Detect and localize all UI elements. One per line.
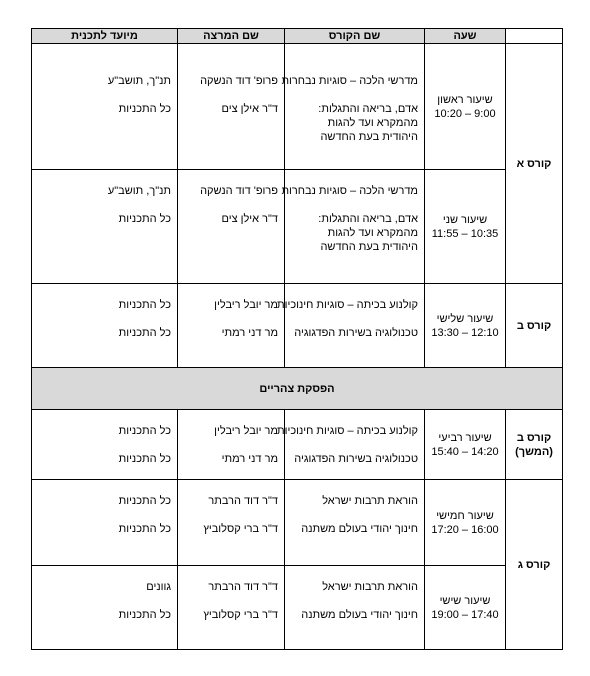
session-name: שיעור שישי [439,594,491,607]
lecturer-name: פרופ' דוד הנשקה [200,185,278,197]
track-label-b: קורס ב [506,284,563,368]
program-cell [32,44,178,170]
course-cell [281,44,425,170]
program-name: כל התכניות [118,425,171,437]
session-name: שיעור שלישי [436,312,494,325]
header-course: שם הקורס [285,29,425,44]
course-name: מדרשי הלכה – סוגיות נבחרות [281,75,418,87]
course-name: טכנולוגיה בשירות הפדגוגיה [294,327,418,339]
course-cell [281,170,425,284]
session-name: שיעור שני [442,213,488,226]
table-row [32,480,563,566]
course-name: אדם, בריאה והתגלות: מהמקרא ועד להגות היהודית בעת החדשה [318,103,418,143]
session-time: 10:35 – 11:55 [431,227,499,240]
program-cell [32,480,178,566]
track-label-a: קורס א [506,44,563,284]
lecturer-name: פרופ' דוד הנשקה [200,75,278,87]
break-row [32,368,563,410]
table-row [32,566,563,650]
lecturer-name: ד"ר אילן צים [221,213,278,225]
session-name: שיעור ראשון [437,93,493,106]
program-cell [32,566,178,650]
lecturer-cell [178,44,285,170]
course-name: קולנוע בכיתה – סוגיות חינוכיות [277,425,418,437]
session-name: שיעור רביעי [438,431,492,444]
program-cell [32,410,178,480]
program-name: כל התכניות [118,299,171,311]
course-name: קולנוע בכיתה – סוגיות חינוכיות [277,299,418,311]
table-row [32,170,563,284]
lunch-break: הפסקת צהריים [32,368,563,410]
session-time: 12:10 – 13:30 [431,326,499,339]
course-cell [285,480,425,566]
course-name: מדרשי הלכה – סוגיות נבחרות [281,185,418,197]
lecturer-cell [178,566,285,650]
lecturer-cell [178,170,285,284]
course-name: חינוך יהודי בעולם משתנה [301,609,418,621]
lecturer-cell [178,284,285,368]
session-time: 17:40 – 19:00 [431,608,499,621]
lecturer-name: מר יובל ריבלין [214,299,278,311]
lecturer-name: מר יובל ריבלין [214,425,278,437]
program-name: כל התכניות [118,523,171,535]
program-name: תנ"ך, תושב"ע [107,75,171,87]
header-program: מיועד לתכנית [32,29,178,44]
lecturer-name: ד"ר ברי קסלוביץ [203,609,278,621]
program-name: כל התכניות [118,609,171,621]
lecturer-name: מר דני רמתי [221,327,278,339]
course-name: הוראת תרבות ישראל [322,581,418,593]
lecturer-name: ד"ר דוד הרבתר [208,581,278,593]
program-name: כל התכניות [118,213,171,225]
session-cell [425,480,506,566]
session-cell [425,410,506,480]
program-name: תנ"ך, תושב"ע [107,185,171,197]
program-name: גוונים [146,581,171,593]
course-cell [285,566,425,650]
lecturer-name: ד"ר אילן צים [221,103,278,115]
program-name: כל התכניות [118,327,171,339]
lecturer-name: מר דני רמתי [221,453,278,465]
session-time: 14:20 – 15:40 [431,445,499,458]
course-cell [277,410,425,480]
track-label-b-continued [506,410,563,480]
header-row [32,29,563,44]
header-track [506,29,563,44]
session-cell [425,284,506,368]
session-cell [425,170,506,284]
schedule-table [31,28,563,650]
session-cell [425,566,506,650]
lecturer-cell [178,480,285,566]
program-cell [32,170,178,284]
lecturer-cell [178,410,285,480]
session-name: שיעור חמישי [436,509,494,522]
program-cell [32,284,178,368]
session-time: 16:00 – 17:20 [431,523,499,536]
course-name: חינוך יהודי בעולם משתנה [301,523,418,535]
course-cell [277,284,425,368]
track-label-c: קורס ג [506,480,563,650]
course-name: טכנולוגיה בשירות הפדגוגיה [294,453,418,465]
program-name: כל התכניות [118,103,171,115]
lecturer-name: ד"ר ברי קסלוביץ [203,523,278,535]
course-name: הוראת תרבות ישראל [322,495,418,507]
table-row [32,284,563,368]
session-time: 9:00 – 10:20 [434,107,496,120]
program-name: כל התכניות [118,495,171,507]
header-session: שעה [425,29,506,44]
header-lecturer: שם המרצה [178,29,285,44]
lecturer-name: ד"ר דוד הרבתר [208,495,278,507]
session-cell [425,44,506,170]
track-label-note: (המשך) [515,445,553,458]
table-row [32,44,563,170]
course-name: אדם, בריאה והתגלות: מהמקרא ועד להגות היהודית בעת החדשה [318,213,418,253]
track-label: קורס ב [516,431,552,444]
program-name: כל התכניות [118,453,171,465]
table-row [32,410,563,480]
